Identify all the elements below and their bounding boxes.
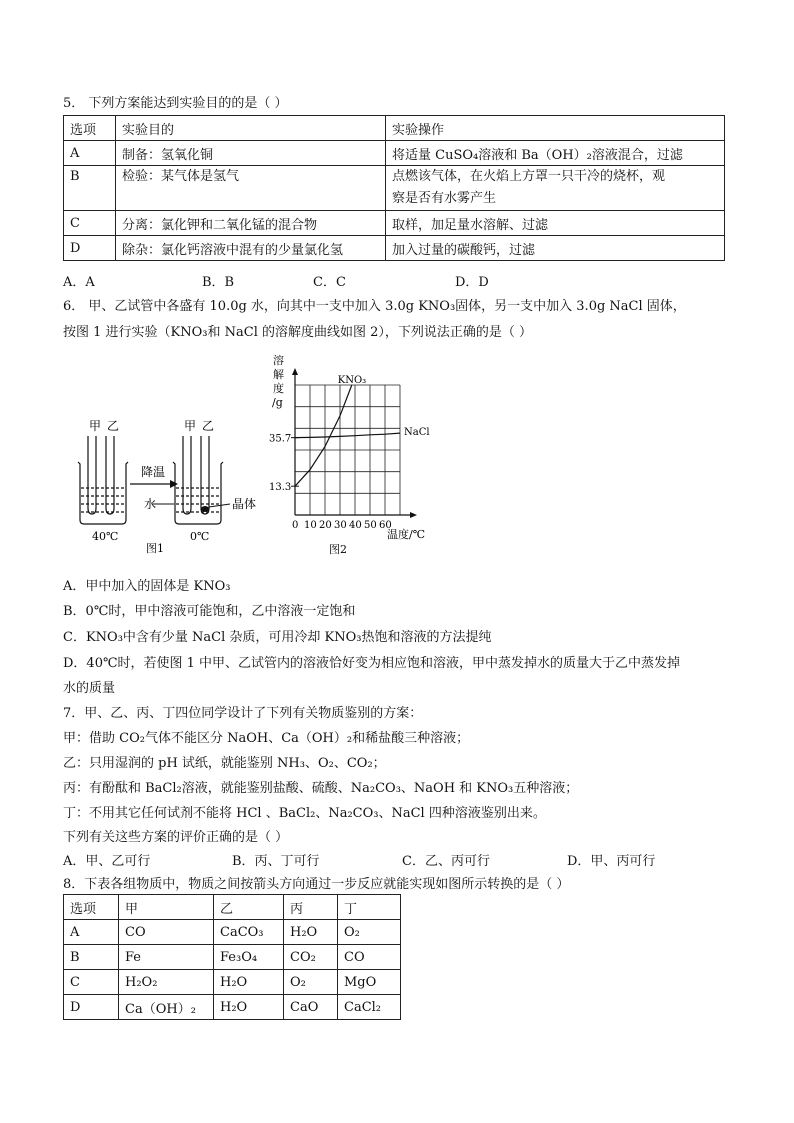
q6-choice-a: A．甲中加入的固体是 KNO₃ xyxy=(63,579,231,594)
q6-stem-line2: 按图 1 进行实验（KNO₃和 NaCl 的溶解度曲线如图 2），下列说法正确的是（ ） xyxy=(63,325,533,340)
q8-table xyxy=(63,894,401,1020)
q5-choice-d: D．D xyxy=(455,275,489,290)
q7-choice-c: C．乙、丙可行 xyxy=(402,854,490,869)
q6-stem-line1: 6． 甲、乙试管中各盛有 10.0g 水，向其中一支中加入 3.0g KNO₃固体，另一支中加入 3.0g NaCl 固体， xyxy=(63,299,686,314)
table-cell: CO xyxy=(119,920,214,945)
table-cell: MgO xyxy=(338,970,401,995)
chart-ylabel-1: 溶 xyxy=(273,354,284,367)
y-axis-arrow-icon xyxy=(292,368,298,375)
q7-choice-d: D．甲、丙可行 xyxy=(567,854,656,869)
x-tick-label: 60 xyxy=(379,520,392,531)
header-cell: 选项 xyxy=(64,116,116,141)
table-cell: H₂O xyxy=(214,970,284,995)
q5-table xyxy=(63,115,725,261)
x-tick-label: 50 xyxy=(364,520,377,531)
crystal-icon xyxy=(201,506,209,512)
chart-curves xyxy=(295,375,430,486)
option-cell: A xyxy=(64,141,116,166)
fig1-label-jia-2: 甲 xyxy=(184,419,197,433)
table-cell: D xyxy=(64,995,119,1020)
fig1-label-yi-2: 乙 xyxy=(202,419,215,433)
table-cell: A xyxy=(64,920,119,945)
q6-choice-c: C．KNO₃中含有少量 NaCl 杂质，可用冷却 KNO₃热饱和溶液的方法提纯 xyxy=(63,630,492,645)
header-cell: 乙 xyxy=(214,895,284,920)
header-cell: 选项 xyxy=(64,895,119,920)
x-tick-label: 30 xyxy=(334,520,347,531)
chart-ticks xyxy=(269,434,392,531)
table-row xyxy=(64,970,401,995)
q7-question: 下列有关这些方案的评价正确的是（ ） xyxy=(63,830,289,845)
beaker-left xyxy=(78,436,128,524)
chart-ylabel-4: /g xyxy=(272,396,283,409)
table-row xyxy=(64,995,401,1020)
x-tick-label: 10 xyxy=(304,520,317,531)
header-cell: 实验目的 xyxy=(116,116,386,141)
option-cell: D xyxy=(64,236,116,261)
chart-caption: 图2 xyxy=(329,543,347,556)
table-cell: CaCl₂ xyxy=(338,995,401,1020)
q5-choice-b: B．B xyxy=(202,275,235,290)
q7-line-yi: 乙：只用湿润的 pH 试纸，就能鉴别 NH₃、O₂、CO₂； xyxy=(63,756,386,771)
chart-grid xyxy=(295,385,400,515)
header-cell: 实验操作 xyxy=(386,116,725,141)
header-cell: 丙 xyxy=(284,895,338,920)
q5-choice-a: A．A xyxy=(63,275,95,290)
fig1-temp-right: 0℃ xyxy=(190,530,210,543)
table-header-row xyxy=(64,895,401,920)
operation-line: 察是否有水雾产生 xyxy=(392,191,497,206)
fig1-arrow-label: 降温 xyxy=(141,465,166,479)
q8-stem: 8．下表各组物质中，物质之间按箭头方向通过一步反应就能实现如图所示转换的是（ ） xyxy=(63,877,570,892)
table-row xyxy=(64,211,725,236)
table-cell: Ca（OH）₂ xyxy=(119,995,214,1020)
x-axis-arrow-icon xyxy=(410,512,417,518)
chart-ylabel-2: 解 xyxy=(273,368,284,381)
operation-cell xyxy=(386,166,725,211)
kno3-label: KNO₃ xyxy=(337,375,367,386)
arrow-icon xyxy=(130,480,178,488)
y-tick-label: 35.7 xyxy=(269,433,292,445)
table-row xyxy=(64,945,401,970)
table-cell: CO₂ xyxy=(284,945,338,970)
q7-choice-a: A．甲、乙可行 xyxy=(63,854,151,869)
table-cell: Fe₃O₄ xyxy=(214,945,284,970)
chart-axes xyxy=(292,368,417,518)
fig1-caption: 图1 xyxy=(146,542,164,555)
operation-line: 点燃该气体，在火焰上方罩一只干冷的烧杯，观 xyxy=(392,169,666,184)
fig1-crystal-label: 晶体 xyxy=(232,497,257,511)
table-cell: CO xyxy=(338,945,401,970)
goal-cell: 制备：氢氧化铜 xyxy=(116,141,386,166)
table-cell: CaCO₃ xyxy=(214,920,284,945)
table-cell: O₂ xyxy=(284,970,338,995)
goal-cell: 分离：氯化钾和二氧化锰的混合物 xyxy=(116,211,386,236)
fig1-temp-left: 40℃ xyxy=(92,530,119,543)
nacl-curve xyxy=(295,433,400,438)
x-tick-label: 40 xyxy=(349,520,362,531)
table-cell: H₂O₂ xyxy=(119,970,214,995)
header-cell: 丁 xyxy=(338,895,401,920)
fig1-label-yi: 乙 xyxy=(107,419,120,433)
operation-cell: 加入过量的碳酸钙，过滤 xyxy=(386,236,725,261)
kno3-curve xyxy=(295,385,352,486)
table-row xyxy=(64,141,725,166)
solubility-chart xyxy=(255,350,455,560)
option-cell: C xyxy=(64,211,116,236)
table-cell: H₂O xyxy=(214,995,284,1020)
q7-line-bing: 丙：有酚酞和 BaCl₂溶液，就能鉴别盐酸、硫酸、Na₂CO₃、NaOH 和 KNO₃五种溶液； xyxy=(63,781,579,796)
q5-choice-c: C．C xyxy=(313,275,346,290)
fig1-label-jia: 甲 xyxy=(89,419,102,433)
operation-cell: 将适量 CuSO₄溶液和 Ba（OH）₂溶液混合，过滤 xyxy=(386,141,725,166)
x-tick-label: 0 xyxy=(292,520,299,531)
table-cell: H₂O xyxy=(284,920,338,945)
y-tick-label: 13.3 xyxy=(269,482,292,494)
q6-choice-d-line1: D．40℃时，若使图 1 中甲、乙试管内的溶液恰好变为相应饱和溶液，甲中蒸发掉水的质量大于乙中蒸发掉 xyxy=(63,656,681,671)
option-cell: B xyxy=(64,166,116,211)
table-cell: Fe xyxy=(119,945,214,970)
figure-1 xyxy=(70,410,270,560)
operation-cell: 取样，加足量水溶解、过滤 xyxy=(386,211,725,236)
table-cell: B xyxy=(64,945,119,970)
beaker-right xyxy=(173,436,223,524)
table-row xyxy=(64,166,725,211)
q7-stem: 7．甲、乙、丙、丁四位同学设计了下列有关物质鉴别的方案： xyxy=(63,706,423,721)
chart-ylabel-3: 度 xyxy=(273,382,284,395)
q6-choice-b: B．0℃时，甲中溶液可能饱和，乙中溶液一定饱和 xyxy=(63,604,356,619)
goal-cell: 除杂：氯化钙溶液中混有的少量氯化氢 xyxy=(116,236,386,261)
table-cell: C xyxy=(64,970,119,995)
q5-stem: 5． 下列方案能达到实验目的的是（ ） xyxy=(63,96,288,111)
q6-choice-d-line2: 水的质量 xyxy=(63,681,116,696)
table-cell: CaO xyxy=(284,995,338,1020)
table-header-row xyxy=(64,116,725,141)
q7-choice-b: B．丙、丁可行 xyxy=(232,854,320,869)
chart-xlabel: 温度/℃ xyxy=(387,528,426,541)
table-row xyxy=(64,920,401,945)
fig1-water-label: 水 xyxy=(144,497,157,511)
q7-line-jia: 甲：借助 CO₂气体不能区分 NaOH、Ca（OH）₂和稀盐酸三种溶液； xyxy=(63,731,470,746)
table-row xyxy=(64,236,725,261)
x-tick-label: 20 xyxy=(319,520,332,531)
header-cell: 甲 xyxy=(119,895,214,920)
q7-line-ding: 丁：不用其它任何试剂不能将 HCl 、BaCl₂、Na₂CO₃、NaCl 四种溶液鉴别出来。 xyxy=(63,806,546,821)
nacl-label: NaCl xyxy=(404,427,430,439)
table-cell: O₂ xyxy=(338,920,401,945)
goal-cell: 检验：某气体是氢气 xyxy=(116,166,386,211)
